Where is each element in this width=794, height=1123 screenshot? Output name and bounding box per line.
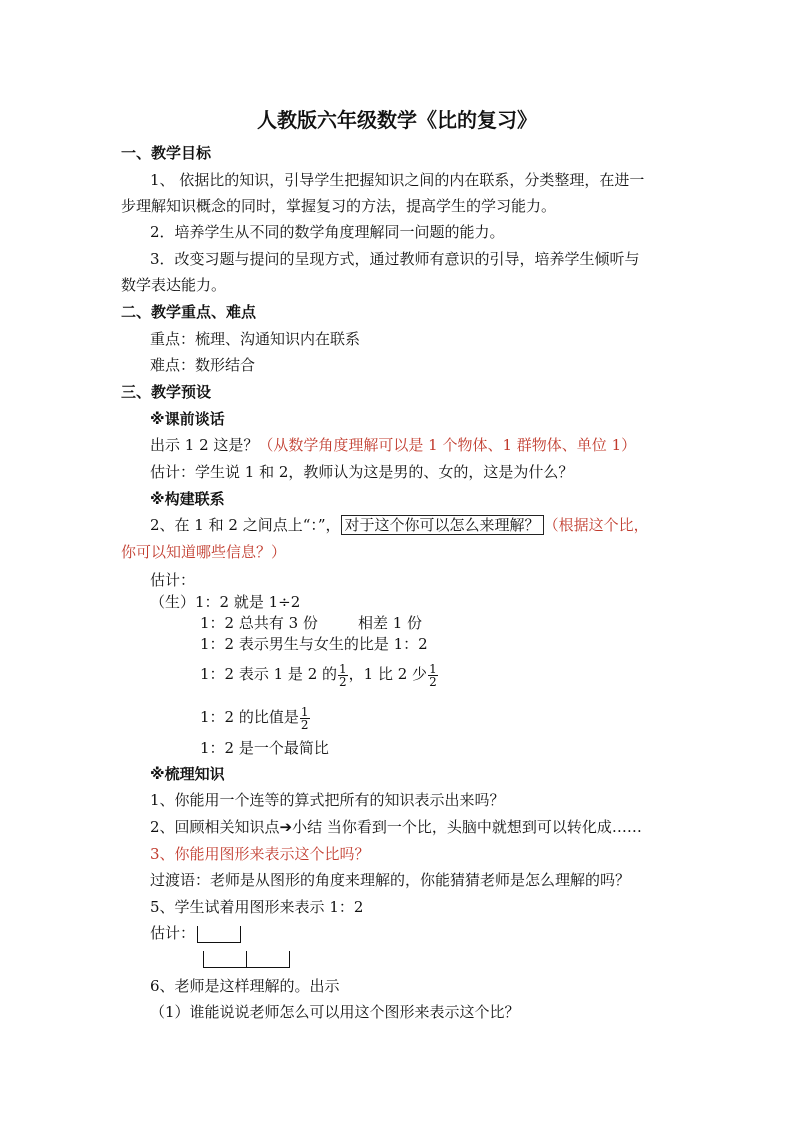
answer-1: （生）1：2 就是 1÷2 [150,593,301,611]
fraction-denominator-2: 2 [429,674,437,689]
answer-5 [200,703,311,731]
diagram-bar-two-a [203,951,247,968]
fraction-denominator-3: 2 [300,717,309,732]
subheading-build: ※构建联系 [150,490,225,508]
fraction-one-half [338,663,348,688]
section-heading-presets: 三、教学预设 [121,383,212,401]
fraction-numerator: 1 [339,661,347,676]
answer-4a: 1：2 表示 1 是 2 的 [200,665,338,683]
task-6-1: （1）谁能说说老师怎么可以用这个图形来表示这个比？ [150,1003,520,1021]
fraction-denominator: 2 [339,674,347,689]
goal-1-line-1: 1、 依据比的知识，引导学生把握知识之间的内在联系，分类整理，在进一 [150,171,645,189]
estimate-3-text: 估计： [150,924,196,942]
fraction-one-half-2 [428,663,438,688]
transition: 过渡语：老师是从图形的角度来理解的，你能猜猜老师是怎么理解的吗？ [150,871,631,889]
task-6: 6、老师是这样理解的。出示 [150,977,340,995]
document-title: 人教版六年级数学《比的复习》 [257,108,537,132]
answer-2b: 相差 1 份 [357,614,423,632]
task-3: 3、你能用图形来表示这个比吗？ [150,845,370,863]
subheading-talk: ※课前谈话 [150,410,225,428]
diagram-bar-one [197,926,241,943]
diagram-bar-two-b [247,951,290,968]
section-heading-key-points: 二、教学重点、难点 [121,303,257,321]
answer-2 [200,613,422,633]
goal-2: 2．培养学生从不同的数学角度理解同一问题的能力。 [150,223,505,241]
show-text: 出示 1 2 这是？ [150,436,259,454]
answer-4b: ，1 比 2 少 [348,665,428,683]
answer-6: 1：2 是一个最简比 [200,739,329,757]
fraction-numerator-2: 1 [429,661,437,676]
section-heading-goals: 一、教学目标 [121,144,212,162]
answer-4 [200,660,439,688]
key-point: 重点：梳理、沟通知识内在联系 [150,330,361,348]
question-2-line-1 [150,515,649,535]
goal-3-line-2: 数学表达能力。 [121,276,227,294]
task-1: 1、你能用一个连等的算式把所有的知识表示出来吗？ [150,791,505,809]
question-2-prefix: 2、在 1 和 2 之间点上“：”， [150,516,341,534]
goal-1-line-2: 步理解知识概念的同时，掌握复习的方法，提高学生的学习能力。 [121,197,557,215]
estimate-2: 估计： [150,571,196,589]
fraction-numerator-3: 1 [300,704,309,719]
answer-5-text: 1：2 的比值是 [200,708,299,726]
difficult-point: 难点：数形结合 [150,356,256,374]
goal-3-line-1: 3．改变习题与提问的呈现方式，通过教师有意识的引导，培养学生倾听与 [150,250,640,268]
question-2-note-b: 你可以知道哪些信息？） [121,543,287,561]
show-line [150,435,636,455]
question-2-note-a: （根据这个比， [543,516,649,534]
diagram-bar-two-row [201,948,290,968]
answer-3: 1：2 表示男生与女生的比是 1：2 [200,635,428,653]
question-2-boxed: 对于这个你可以怎么来理解？ [341,515,544,535]
answer-2a: 1：2 总共有 3 份 [200,614,318,632]
subheading-sort: ※梳理知识 [150,765,225,783]
estimate-1: 估计：学生说 1 和 2，教师认为这是男的、女的，这是为什么？ [150,463,574,481]
estimate-3 [150,923,241,943]
show-note: （从数学角度理解可以是 1 个物体、1 群物体、单位 1） [258,436,637,454]
task-5: 5、学生试着用图形来表示 1：2 [150,898,364,916]
fraction-one-half-3 [300,706,310,731]
task-2: 2、回顾相关知识点➔小结 当你看到一个比，头脑中就想到可以转化成…… [150,818,642,836]
